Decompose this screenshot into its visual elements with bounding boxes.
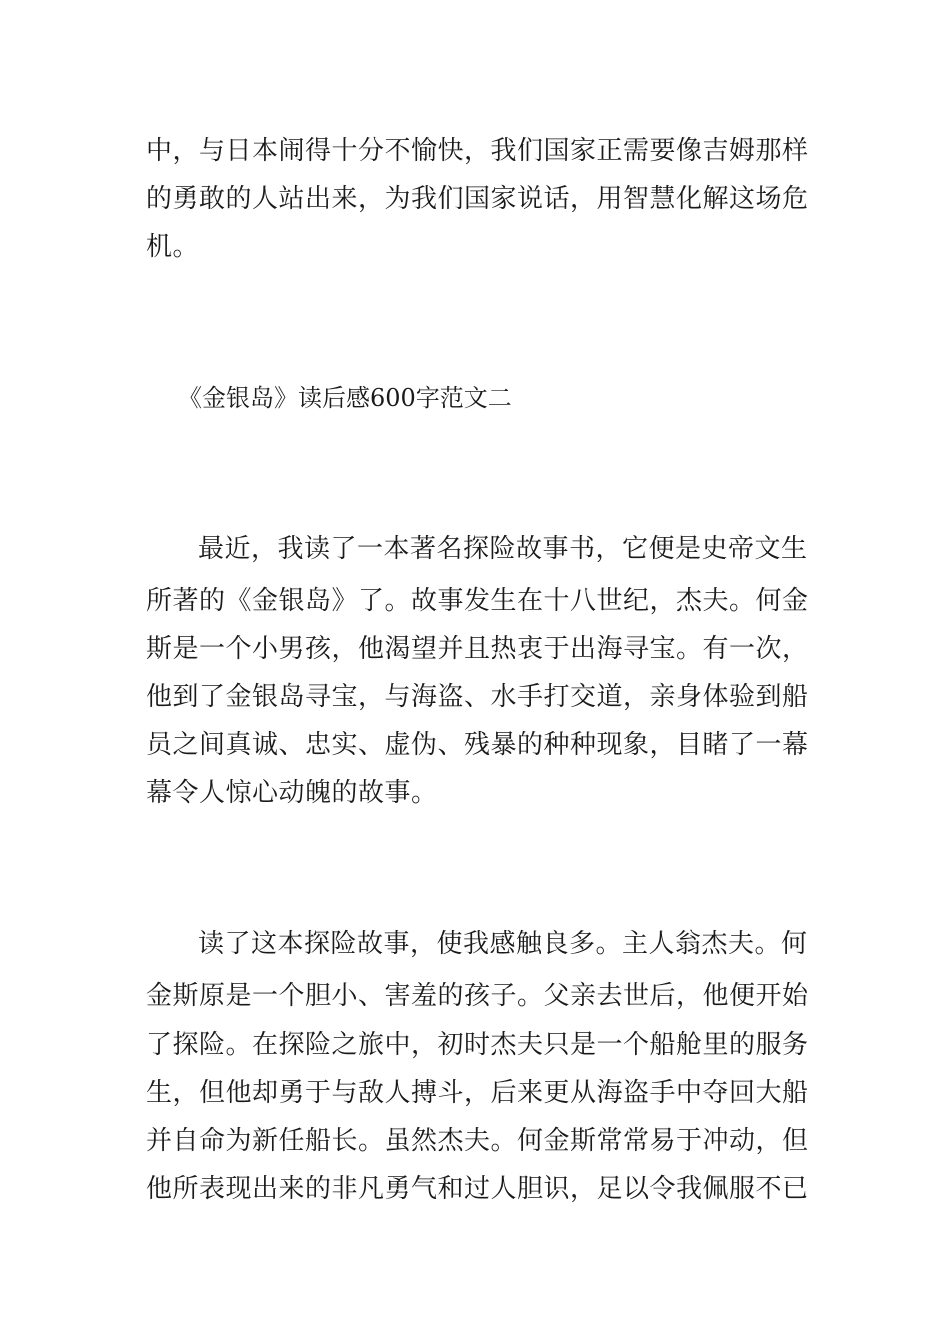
text-line: 了探险。在探险之旅中，初时杰夫只是一个船舱里的服务 — [146, 1030, 809, 1060]
text-line: 最近，我读了一本著名探险故事书，它便是史帝文生 — [198, 534, 808, 564]
text-line: 机。 — [146, 232, 200, 262]
text-line: 并自命为新任船长。虽然杰夫。何金斯常常易于冲动，但 — [146, 1126, 809, 1156]
section-title: 《金银岛》读后感600字范文二 — [178, 384, 512, 412]
text-line: 所著的《金银岛》了。故事发生在十八世纪，杰夫。何金 — [146, 586, 809, 616]
text-line: 的勇敢的人站出来，为我们国家说话，用智慧化解这场危 — [146, 184, 809, 214]
text-line: 斯是一个小男孩，他渴望并且热衷于出海寻宝。有一次， — [146, 634, 809, 664]
text-line: 员之间真诚、忠实、虚伪、残暴的种种现象，目睹了一幕 — [146, 730, 809, 760]
text-line: 读了这本探险故事，使我感触良多。主人翁杰夫。何 — [198, 929, 808, 959]
text-line: 他到了金银岛寻宝，与海盗、水手打交道，亲身体验到船 — [146, 682, 809, 712]
text-line: 幕令人惊心动魄的故事。 — [146, 778, 438, 808]
text-line: 金斯原是一个胆小、害羞的孩子。父亲去世后，他便开始 — [146, 981, 809, 1011]
text-line: 中，与日本闹得十分不愉快，我们国家正需要像吉姆那样 — [146, 136, 809, 166]
text-line: 他所表现出来的非凡勇气和过人胆识，足以令我佩服不已 — [146, 1174, 809, 1204]
text-line: 生，但他却勇于与敌人搏斗，后来更从海盗手中夺回大船 — [146, 1078, 809, 1108]
